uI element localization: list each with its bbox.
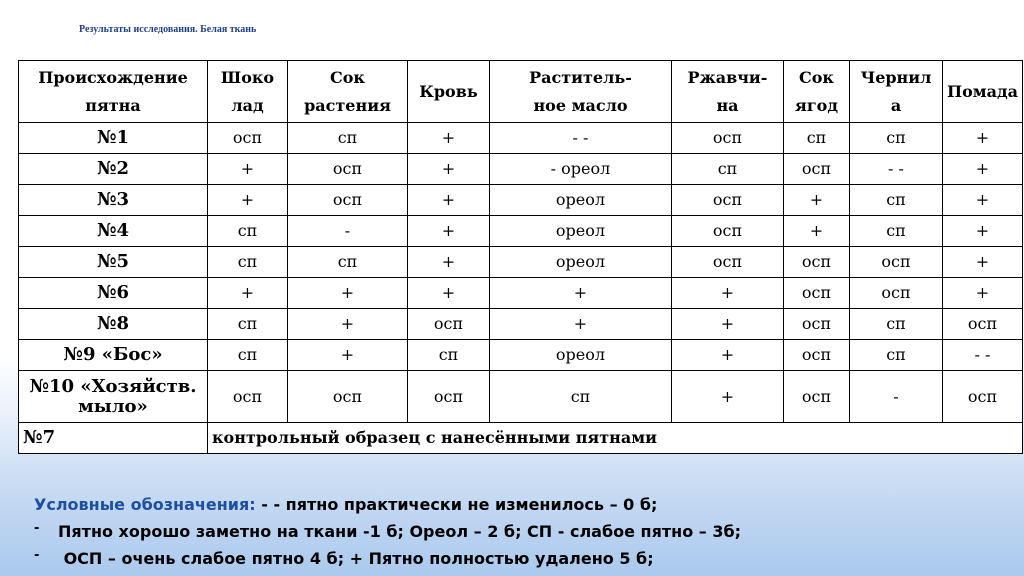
- table-cell: сп: [784, 123, 850, 154]
- column-header: [408, 61, 490, 123]
- table-row: [19, 340, 1023, 371]
- row-label: №5: [19, 247, 208, 278]
- table-cell: +: [943, 247, 1023, 278]
- table-row: [19, 154, 1023, 185]
- table-cell: -: [850, 371, 943, 423]
- table-cell: осп: [672, 247, 784, 278]
- row-label: №9 «Бос»: [19, 340, 208, 371]
- table-cell: осп: [784, 154, 850, 185]
- column-header: [288, 61, 408, 123]
- column-header: [490, 61, 672, 123]
- row-label: №2: [19, 154, 208, 185]
- table-cell: +: [208, 154, 288, 185]
- table-cell: +: [408, 123, 490, 154]
- row-label: №6: [19, 278, 208, 309]
- table-cell: сп: [288, 247, 408, 278]
- control-row: [19, 423, 1023, 454]
- table-cell: осп: [943, 371, 1023, 423]
- table-cell: -: [288, 216, 408, 247]
- table-row: [19, 185, 1023, 216]
- header-row: [19, 61, 1023, 123]
- table-cell: осп: [672, 185, 784, 216]
- table-cell: осп: [784, 309, 850, 340]
- table-cell: ореол: [490, 185, 672, 216]
- legend-line-1: [34, 491, 1014, 518]
- column-header-part: Происхождение: [38, 67, 188, 87]
- table-cell: сп: [850, 216, 943, 247]
- column-header-part: Сок: [330, 67, 365, 87]
- table-cell: +: [784, 185, 850, 216]
- table-cell: осп: [784, 371, 850, 423]
- table-cell: осп: [288, 154, 408, 185]
- slide-title: Результаты исследования. Белая ткань: [79, 24, 257, 35]
- bullet-icon: -: [34, 521, 40, 536]
- column-header-part: а: [890, 95, 902, 115]
- column-header-part: ное масло: [533, 95, 628, 115]
- column-header-part: Чернил: [860, 67, 932, 87]
- table-cell: +: [943, 216, 1023, 247]
- legend: [34, 491, 1014, 572]
- table-cell: - -: [490, 123, 672, 154]
- table-row: [19, 216, 1023, 247]
- table-cell: осп: [943, 309, 1023, 340]
- table-cell: осп: [208, 123, 288, 154]
- row-label: №3: [19, 185, 208, 216]
- table-row: [19, 371, 1023, 423]
- table-cell: +: [672, 371, 784, 423]
- legend-item-line2: Пятно хорошо заметно на ткани -1 б; Ореол – 2 б; СП - слабое пятно – 3б;: [58, 522, 742, 541]
- column-header: [208, 61, 288, 123]
- legend-item-0: - - пятно практически не изменилось – 0 б;: [255, 495, 658, 514]
- table-cell: осп: [784, 247, 850, 278]
- legend-line-3: [34, 545, 1014, 572]
- table-cell: +: [408, 278, 490, 309]
- table-cell: сп: [208, 309, 288, 340]
- column-header-part: ягод: [795, 95, 838, 115]
- legend-item-line3: ОСП – очень слабое пятно 4 б; + Пятно полностью удалено 5 б;: [58, 549, 654, 568]
- row-label: №8: [19, 309, 208, 340]
- table-cell: +: [672, 309, 784, 340]
- table-cell: +: [208, 185, 288, 216]
- column-header-part: растения: [304, 95, 391, 115]
- table-cell: +: [943, 278, 1023, 309]
- column-header-part: Ржавчи-: [687, 67, 768, 87]
- table-cell: сп: [408, 340, 490, 371]
- table-row: [19, 278, 1023, 309]
- table-cell: +: [943, 154, 1023, 185]
- table-cell: осп: [784, 278, 850, 309]
- table-cell: ореол: [490, 216, 672, 247]
- table-cell: +: [288, 278, 408, 309]
- table-cell: +: [288, 340, 408, 371]
- table-cell: - -: [850, 154, 943, 185]
- column-header-part: Сок: [799, 67, 834, 87]
- bullet-icon: -: [34, 548, 40, 563]
- table-cell: +: [408, 185, 490, 216]
- table-cell: осп: [288, 185, 408, 216]
- table-cell: ореол: [490, 247, 672, 278]
- table-cell: +: [943, 185, 1023, 216]
- table-cell: осп: [208, 371, 288, 423]
- row-label: №4: [19, 216, 208, 247]
- table-cell: осп: [850, 278, 943, 309]
- table-cell: +: [490, 278, 672, 309]
- column-header-part: Помада: [946, 81, 1019, 101]
- table-cell: осп: [850, 247, 943, 278]
- column-header-part: лад: [231, 95, 264, 115]
- table-cell: +: [784, 216, 850, 247]
- column-header: [672, 61, 784, 123]
- table-cell: +: [208, 278, 288, 309]
- row-label: №1: [19, 123, 208, 154]
- table-cell: сп: [208, 247, 288, 278]
- table-cell: сп: [850, 309, 943, 340]
- table-cell: ореол: [490, 340, 672, 371]
- table-cell: сп: [850, 185, 943, 216]
- table-cell: +: [288, 309, 408, 340]
- table-cell: +: [672, 278, 784, 309]
- column-header-part: Кровь: [419, 81, 478, 101]
- column-header-part: на: [716, 95, 739, 115]
- results-table: [18, 60, 1023, 454]
- table-cell: +: [408, 154, 490, 185]
- table-cell: осп: [672, 123, 784, 154]
- table-row: [19, 247, 1023, 278]
- table-cell: +: [490, 309, 672, 340]
- table-cell: сп: [850, 123, 943, 154]
- table-cell: +: [408, 216, 490, 247]
- control-row-text: контрольный образец с нанесёнными пятнами: [208, 423, 1023, 454]
- table-cell: +: [943, 123, 1023, 154]
- table-cell: - ореол: [490, 154, 672, 185]
- legend-line-2: [34, 518, 1014, 545]
- table-cell: осп: [672, 216, 784, 247]
- legend-lead: Условные обозначения:: [34, 495, 256, 514]
- table-cell: осп: [408, 309, 490, 340]
- table-cell: осп: [288, 371, 408, 423]
- table-cell: сп: [288, 123, 408, 154]
- column-header-part: пятна: [85, 95, 141, 115]
- table-cell: осп: [784, 340, 850, 371]
- table-cell: осп: [408, 371, 490, 423]
- column-header-part: Раститель-: [529, 67, 632, 87]
- table-cell: - -: [943, 340, 1023, 371]
- column-header: [943, 61, 1023, 123]
- table-row: [19, 123, 1023, 154]
- row-label: №10 «Хозяйств. мыло»: [19, 371, 208, 423]
- table-row: [19, 309, 1023, 340]
- table-cell: +: [408, 247, 490, 278]
- table-cell: сп: [490, 371, 672, 423]
- table-cell: +: [672, 340, 784, 371]
- table-cell: сп: [672, 154, 784, 185]
- table-cell: сп: [208, 340, 288, 371]
- table-cell: сп: [208, 216, 288, 247]
- column-header-part: Шоко: [220, 67, 275, 87]
- table-cell: сп: [850, 340, 943, 371]
- column-header: [19, 61, 208, 123]
- column-header: [784, 61, 850, 123]
- column-header: [850, 61, 943, 123]
- control-row-label: №7: [19, 423, 208, 454]
